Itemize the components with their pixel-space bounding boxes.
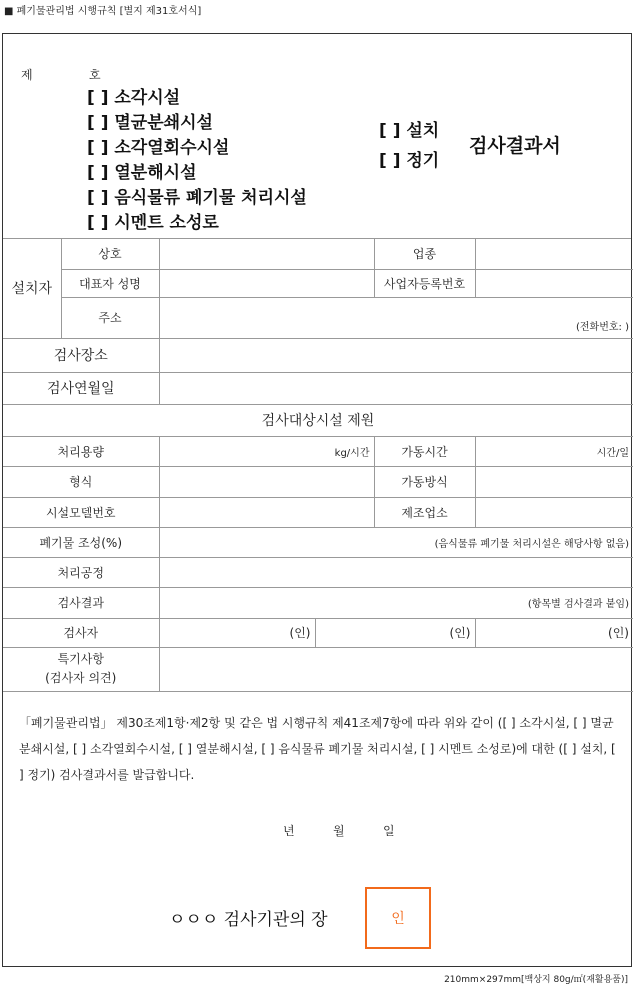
process-field[interactable] <box>159 557 633 587</box>
capacity-field[interactable] <box>159 436 374 466</box>
phone-label: (전화번호: ) <box>576 321 629 333</box>
biz-reg-label: 사업자등록번호 <box>374 269 475 297</box>
row-remarks <box>3 647 633 691</box>
installer-group-label: 설치자 <box>3 239 61 338</box>
row-spec-title <box>3 404 633 436</box>
row-model <box>3 497 633 527</box>
form-header <box>3 34 631 239</box>
number-label-suffix: 호 <box>89 68 101 82</box>
row-inspector <box>3 618 633 647</box>
model-label: 시설모델번호 <box>3 497 159 527</box>
operating-time-field[interactable] <box>475 436 633 466</box>
row-date <box>3 372 633 404</box>
inspector-seal-3: (인) <box>608 626 629 640</box>
address-label: 주소 <box>61 297 159 338</box>
remarks-label-line-2: (검사자 의견) <box>45 671 117 685</box>
inspector-field-2[interactable] <box>315 618 475 647</box>
row-result <box>3 587 633 618</box>
representative-label: 대표자 성명 <box>61 269 159 297</box>
facility-type-list <box>87 86 307 236</box>
row-place <box>3 338 633 372</box>
row-address <box>3 297 633 338</box>
operating-method-label: 가동방식 <box>374 466 475 497</box>
row-type <box>3 466 633 497</box>
result-label: 검사결과 <box>3 587 159 618</box>
row-capacity <box>3 436 633 466</box>
official-seal-box <box>365 887 431 949</box>
composition-note: (음식물류 폐기물 처리시설은 해당사항 없음) <box>434 538 629 550</box>
process-label: 처리공정 <box>3 557 159 587</box>
inspection-date-field[interactable] <box>159 372 633 404</box>
manufacturer-field[interactable] <box>475 497 633 527</box>
facility-option-pyrolysis[interactable]: [ ] 열분해시설 <box>87 163 197 183</box>
industry-field[interactable] <box>475 239 633 269</box>
form-reference-note: ■ 폐기물관리법 시행규칙 [별지 제31호서식] <box>4 6 202 17</box>
facility-option-heat-recovery[interactable]: [ ] 소각열회수시설 <box>87 138 230 158</box>
date-day: 일 <box>383 824 395 838</box>
place-field[interactable] <box>159 338 633 372</box>
inspection-date-label: 검사연월일 <box>3 372 159 404</box>
composition-field[interactable] <box>159 527 633 557</box>
paper-spec-note: 210mm×297mm[백상지 80g/㎡(재활용품)] <box>444 975 628 985</box>
remarks-label <box>3 647 159 691</box>
result-field[interactable] <box>159 587 633 618</box>
capacity-label: 처리용량 <box>3 436 159 466</box>
operating-time-label: 가동시간 <box>374 436 475 466</box>
date-year: 년 <box>283 824 295 838</box>
row-company <box>3 239 633 269</box>
inspector-label: 검사자 <box>3 618 159 647</box>
form-table <box>3 239 633 692</box>
composition-label: 폐기물 조성(%) <box>3 527 159 557</box>
company-label: 상호 <box>61 239 159 269</box>
operating-time-unit: 시간/일 <box>596 447 629 459</box>
inspection-type-installation[interactable]: [ ] 설치 <box>379 121 440 141</box>
number-label-prefix: 제 <box>21 68 33 82</box>
model-field[interactable] <box>159 497 374 527</box>
type-label: 형식 <box>3 466 159 497</box>
row-representative <box>3 269 633 297</box>
facility-option-sterilizer[interactable]: [ ] 멸균분쇄시설 <box>87 113 213 133</box>
capacity-unit: kg/시간 <box>334 447 370 459</box>
facility-option-food-waste[interactable]: [ ] 음식물류 폐기물 처리시설 <box>87 188 307 208</box>
inspection-type-periodic[interactable]: [ ] 정기 <box>379 151 440 171</box>
inspection-result-form <box>2 33 632 967</box>
facility-option-cement-kiln[interactable]: [ ] 시멘트 소성로 <box>87 213 219 233</box>
industry-label: 업종 <box>374 239 475 269</box>
operating-method-field[interactable] <box>475 466 633 497</box>
remarks-label-line-1: 특기사항 <box>57 652 104 666</box>
document-title: 검사결과서 <box>469 135 561 157</box>
inspector-field-1[interactable] <box>159 618 315 647</box>
type-field[interactable] <box>159 466 374 497</box>
row-process <box>3 557 633 587</box>
place-label: 검사장소 <box>3 338 159 372</box>
result-note: (항목별 검사결과 붙임) <box>527 599 629 610</box>
row-composition <box>3 527 633 557</box>
inspector-seal-1: (인) <box>289 626 311 640</box>
inspection-type-list <box>379 116 439 176</box>
seal-text: 인 <box>391 911 405 927</box>
issuer-name: ㅇㅇㅇ 검사기관의 장 <box>169 910 328 930</box>
facility-option-incinerator[interactable]: [ ] 소각시설 <box>87 88 181 108</box>
inspector-field-3[interactable] <box>475 618 633 647</box>
issuance-statement: 「폐기물관리법」 제30조제1항·제2항 및 같은 법 시행규칙 제41조제7항에 따라 위와 같이 ([ ] 소각시설, [ ] 멸균분쇄시설, [ ] 소각열회수시설, [ ] 열분해시설, [ ] 음식물류 폐기물 처리시설, [ ] 시멘트 소성로)에 대한 ([ ] 설치, [ ] 정기) 검사결과서를 발급합니다. <box>19 716 616 782</box>
date-month: 월 <box>333 824 345 838</box>
manufacturer-label: 제조업소 <box>374 497 475 527</box>
address-field[interactable] <box>159 297 633 338</box>
representative-field[interactable] <box>159 269 374 297</box>
biz-reg-field[interactable] <box>475 269 633 297</box>
inspector-seal-2: (인) <box>449 626 471 640</box>
company-field[interactable] <box>159 239 374 269</box>
remarks-field[interactable] <box>159 647 633 691</box>
spec-section-title: 검사대상시설 제원 <box>3 404 633 436</box>
